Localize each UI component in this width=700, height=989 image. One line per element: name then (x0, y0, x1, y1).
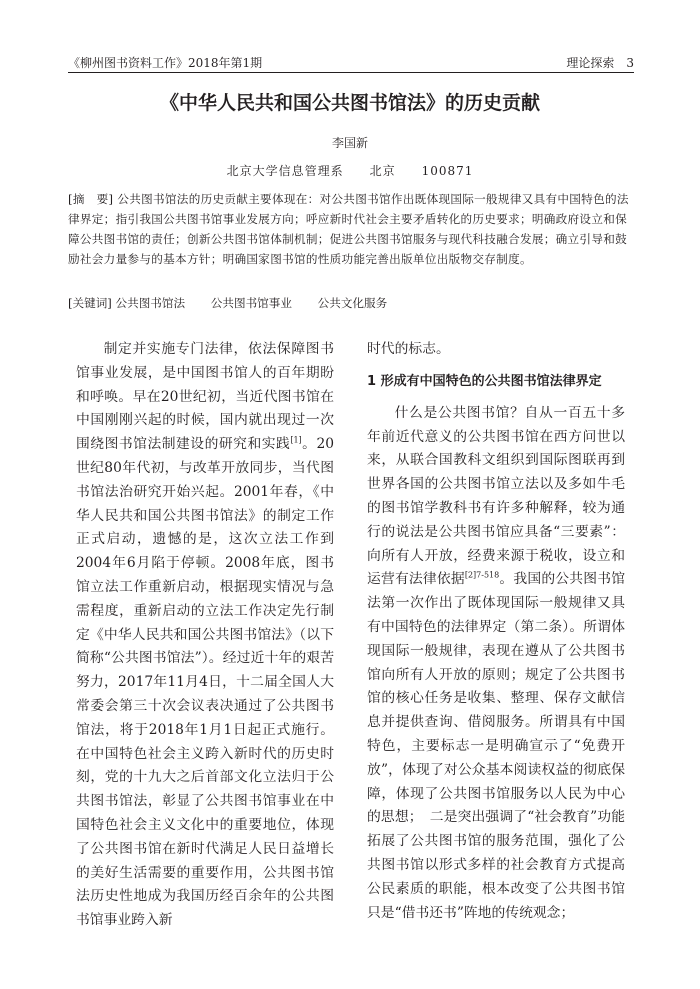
abstract-text: 公共图书馆法的历史贡献主要体现在：对公共图书馆作出既体现国际一般规律又具有中国特色的法律界定；指引我国公共图书馆事业发展方向；呼应新时代社会主要矛盾转化的历史要求；明确政府设立和保障公共图书馆的责任；创新公共图书馆体制机制；促进公共图书馆服务与现代科技融合发展；确立引导和鼓励社会力量参与的基本方针；明确国家图书馆的性质功能完善出版单位出版物交存制度。 (68, 192, 629, 266)
body-paragraph: 什么是公共图书馆？自从一百五十多年前近代意义的公共图书馆在西方问世以来，从联合国教科文组织到国际图联再到世界各国的公共图书馆立法以及多如牛毛的图书馆学教科书有许多种解释，较为通行的说法是公共图书馆应具备“三要素”：向所有人开放，经费来源于税收，设立和运营有法律依据$^{[2]7-518}$。我国的公共图书馆法第一次作出了既体现国际一般规律又具有中国特色的法律界定（第二条）。所谓体现国际一般规律，表现在遵从了公共图书馆向所有人开放的原则；规定了公共图书馆的核心任务是收集、整理、保存文献信息并提供查询、借阅服务。所谓具有中国特色，主要标志一是明确宣示了“免费开放”，体现了对公众基本阅读权益的彻底保障，体现了公共图书馆服务以人民为中心的思想； 二是突出强调了“社会教育”功能拓展了公共图书馆的服务范围，强化了公共图书馆以形式多样的社会教育方式提高公民素质的职能，根本改变了公共图书馆只是“借书还书”阵地的传统观念； (367, 404, 626, 921)
keyword: 公共图书馆事业 (210, 296, 292, 310)
journal-issue: 《柳州图书资料工作》2018年第1期 (68, 56, 263, 70)
keyword: 公共图书馆法 (115, 296, 186, 310)
affiliation: 北京大学信息管理系 北京 100871 (226, 164, 474, 178)
citation-ref: [2]7-518 (464, 570, 500, 580)
section-page-number: 理论探索 3 (566, 56, 634, 70)
keywords-label: [关键词] (68, 296, 112, 310)
running-header (68, 50, 634, 73)
section-heading: 1 形成有中国特色的公共图书馆法律界定 (367, 373, 602, 389)
keyword: 公共文化服务 (317, 296, 388, 310)
author: 李国新 (331, 136, 368, 150)
body-column-left (76, 338, 334, 933)
body-paragraph: 时代的标志。 (367, 341, 450, 357)
article-title: 《中华人民共和国公共图书馆法》的历史贡献 (159, 92, 540, 114)
citation-ref: [1] (290, 435, 302, 445)
body-paragraph: 制定并实施专门法律，依法保障图书馆事业发展，是中国图书馆人的百年期盼和呼唤。早在20世纪初，当近代图书馆在中国刚刚兴起的时候，国内就出现过一次围绕图书馆法制建设的研究和实践[1]。20世纪80年代初，与改革开放同步，当代图书馆法治研究开始兴起。2001年春，《中华人民共和国公共图书馆法》的制定工作正式启动，遗憾的是，这次立法工作到2004年6月陷于停顿。2008年底，图书馆立法工作重新启动，根据现实情况与急需程度，重新启动的立法工作决定先行制定《中华人民共和国公共图书馆法》（以下简称“公共图书馆法”）。经过近十年的艰苦努力，2017年11月4日，十二届全国人大常委会第三十次会议表决通过了公共图书馆法，将于2018年1月1日起正式施行。在中国特色社会主义跨入新时代的历史时刻，党的十九大之后首部文化立法归于公共图书馆法，彰显了公共图书馆事业在中国特色社会主义文化中的重要地位，体现了公共图书馆在新时代满足人民日益增长的美好生活需要的重要作用，公共图书馆法历史性地成为我国历经百余年的公共图书馆事业跨入新 (76, 341, 335, 929)
body-column-right (367, 338, 625, 925)
abstract-label: [摘 要] (68, 192, 114, 206)
keywords (68, 293, 636, 313)
abstract (68, 189, 636, 269)
